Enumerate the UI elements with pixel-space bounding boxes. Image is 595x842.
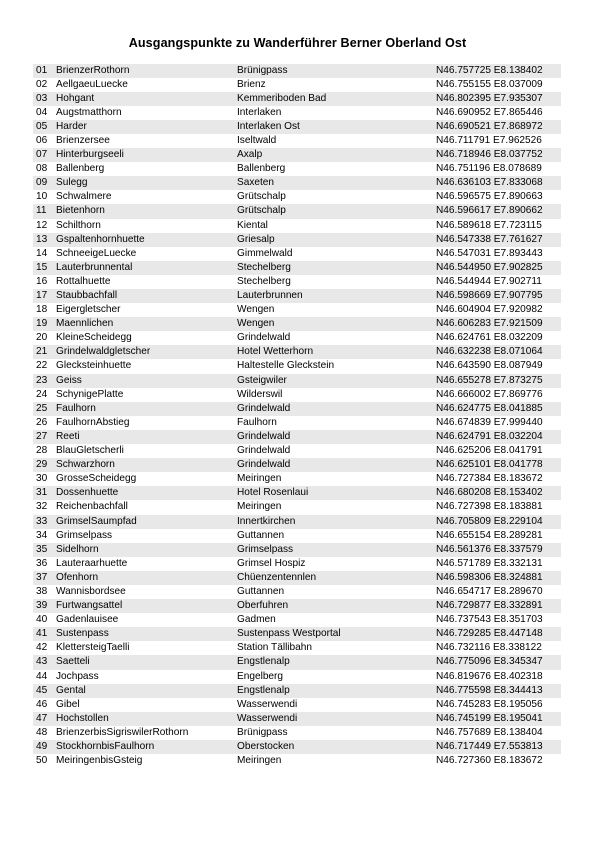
- row-number: 48: [36, 726, 48, 738]
- start-location: Ballenberg: [237, 163, 286, 175]
- route-name: Ofenhorn: [56, 571, 99, 583]
- row-number: 27: [36, 430, 48, 442]
- table-row: [33, 148, 561, 162]
- row-number: 06: [36, 134, 48, 146]
- route-name: Reichenbachfall: [56, 501, 128, 513]
- start-location: Meiringen: [237, 473, 282, 485]
- row-number: 33: [36, 515, 48, 527]
- row-number: 04: [36, 106, 48, 118]
- route-name: FaulhornAbstieg: [56, 416, 130, 428]
- row-number: 03: [36, 92, 48, 104]
- start-location: Iseltwald: [237, 134, 277, 146]
- coordinates: N46.598669 E7.907795: [436, 290, 543, 301]
- coordinates: N46.625101 E8.041778: [436, 459, 543, 471]
- row-number: 41: [36, 628, 48, 640]
- table-row: [33, 345, 561, 359]
- coordinates: N46.643590 E8.087949: [436, 360, 543, 372]
- route-name: Bietenhorn: [56, 205, 105, 217]
- table-row: [33, 162, 561, 176]
- route-name: Schilthorn: [56, 219, 101, 231]
- row-number: 45: [36, 684, 48, 696]
- route-name: BlauGletscherli: [56, 445, 124, 457]
- row-number: 38: [36, 585, 48, 597]
- coordinates: N46.624791 E8.032204: [436, 430, 543, 442]
- table-row: [33, 430, 561, 444]
- table-row: [33, 641, 561, 655]
- table-row: [33, 458, 561, 472]
- table-row: [33, 684, 561, 698]
- route-name: KlettersteigTaelli: [56, 642, 130, 654]
- start-location: Station Tällibahn: [237, 642, 313, 654]
- row-number: 29: [36, 459, 48, 471]
- coordinates: N46.775096 E8.345347: [436, 656, 543, 668]
- route-name: Harder: [56, 120, 87, 132]
- table-row: [33, 106, 561, 120]
- coordinates: N46.604904 E7.920982: [436, 304, 543, 316]
- coordinates: N46.775598 E8.344413: [436, 684, 543, 696]
- coordinates: N46.544944 E7.902711: [436, 275, 542, 287]
- coordinates: N46.729877 E8.332891: [436, 600, 543, 612]
- coordinates: N46.625206 E8.041791: [436, 445, 543, 457]
- table-row: [33, 64, 561, 78]
- coordinates: N46.680208 E8.153402: [436, 487, 543, 499]
- row-number: 05: [36, 120, 48, 132]
- start-location: Interlaken Ost: [237, 120, 300, 132]
- coordinates: N46.727384 E8.183672: [436, 473, 543, 485]
- row-number: 30: [36, 473, 48, 485]
- start-location: Innertkirchen: [237, 515, 296, 527]
- start-location: Gadmen: [237, 614, 276, 626]
- start-location: Chüenzentennlen: [237, 571, 317, 583]
- coordinates: N46.718946 E8.037752: [436, 149, 543, 161]
- coordinates: N46.727360 E8.183672: [436, 755, 543, 767]
- route-name: Glecksteinhuette: [56, 360, 132, 372]
- row-number: 23: [36, 374, 48, 386]
- row-number: 02: [36, 78, 48, 90]
- route-name: Sidelhorn: [56, 543, 99, 555]
- row-number: 10: [36, 191, 48, 203]
- route-name: Sustenpass: [56, 628, 109, 640]
- coordinates: N46.655154 E8.289281: [436, 529, 543, 541]
- row-number: 16: [36, 275, 48, 287]
- coordinates: N46.624775 E8.041885: [436, 402, 543, 414]
- start-location: Grimselpass: [237, 543, 294, 555]
- coordinates: N46.717449 E7.553813: [436, 741, 543, 752]
- row-number: 43: [36, 656, 48, 668]
- coordinates: N46.690521 E7.868972: [436, 120, 543, 132]
- coordinates: N46.571789 E8.332131: [436, 557, 543, 569]
- route-name: Hohgant: [56, 92, 95, 104]
- coordinates: N46.632238 E8.071064: [436, 346, 543, 358]
- table-row: [33, 190, 561, 204]
- row-number: 09: [36, 177, 48, 189]
- table-row: [33, 543, 561, 557]
- row-number: 13: [36, 233, 48, 245]
- row-number: 22: [36, 360, 48, 372]
- table-row: [33, 233, 561, 247]
- row-number: 15: [36, 261, 48, 273]
- coordinates: N46.751196 E8.078689: [436, 163, 542, 175]
- route-name: Lauteraarhuette: [56, 557, 128, 569]
- row-number: 12: [36, 219, 48, 231]
- table-row: [33, 388, 561, 402]
- coordinates: N46.819676 E8.402318: [436, 670, 543, 682]
- coordinates: N46.727398 E8.183881: [436, 501, 543, 513]
- row-number: 01: [36, 64, 48, 76]
- row-number: 14: [36, 247, 48, 259]
- start-location: Meiringen: [237, 755, 282, 767]
- start-location: Brienz: [237, 78, 266, 90]
- row-number: 32: [36, 501, 48, 513]
- route-name: Maennlichen: [56, 318, 114, 330]
- start-location: Engelberg: [237, 670, 284, 682]
- table-row: [33, 416, 561, 430]
- table-row: [33, 585, 561, 599]
- start-location: Grütschalp: [237, 191, 286, 203]
- coordinates: N46.729285 E8.447148: [436, 628, 543, 640]
- route-name: MeiringenbisGsteig: [56, 755, 143, 767]
- route-name: Dossenhuette: [56, 487, 119, 499]
- start-location: Axalp: [237, 149, 263, 161]
- start-location: Sustenpass Westportal: [237, 628, 341, 640]
- coordinates: N46.737543 E8.351703: [436, 614, 543, 626]
- start-location: Guttannen: [237, 585, 285, 597]
- coordinates: N46.745199 E8.195041: [436, 712, 543, 724]
- start-location: Grimsel Hospiz: [237, 557, 306, 569]
- start-location: Wengen: [237, 304, 275, 316]
- table-row: [33, 754, 561, 768]
- start-location: Kemmeriboden Bad: [237, 92, 327, 104]
- coordinates: N46.636103 E7.833068: [436, 177, 543, 189]
- table-row: [33, 303, 561, 317]
- table-row: [33, 317, 561, 331]
- route-name: SchneeigeLuecke: [56, 247, 137, 259]
- route-name: Schwalmere: [56, 191, 112, 203]
- coordinates: N46.732116 E8.338122: [436, 642, 542, 654]
- route-name: SchynigePlatte: [56, 388, 124, 400]
- page-title: Ausgangspunkte zu Wanderführer Berner Oberland Ost: [128, 36, 467, 50]
- route-name: Ballenberg: [56, 163, 105, 175]
- start-location: Gsteigwiler: [237, 374, 287, 386]
- row-number: 49: [36, 741, 48, 752]
- route-name: Gental: [56, 684, 86, 696]
- route-name: Sulegg: [56, 177, 88, 189]
- table-row: [33, 92, 561, 106]
- coordinates: N46.755155 E8.037009: [436, 78, 543, 90]
- row-number: 31: [36, 487, 48, 499]
- start-location: Brünigpass: [237, 726, 288, 738]
- coordinates: N46.674839 E7.999440: [436, 416, 543, 428]
- table-row: [33, 359, 561, 373]
- route-name: Reeti: [56, 430, 80, 442]
- coordinates: N46.655278 E7.873275: [436, 374, 543, 386]
- coordinates: N46.596617 E7.890662: [436, 205, 543, 217]
- route-name: Hinterburgseeli: [56, 149, 124, 161]
- table-row: [33, 402, 561, 416]
- row-number: 18: [36, 304, 48, 316]
- route-name: BrienzerRothorn: [56, 64, 130, 76]
- row-number: 11: [36, 205, 47, 217]
- row-number: 20: [36, 332, 48, 344]
- table-row: [33, 529, 561, 543]
- row-number: 47: [36, 712, 48, 724]
- start-location: Stechelberg: [237, 261, 291, 273]
- row-number: 17: [36, 290, 48, 301]
- row-number: 50: [36, 755, 48, 767]
- row-number: 37: [36, 571, 48, 583]
- row-number: 07: [36, 149, 48, 161]
- route-name: GrimselSaumpfad: [56, 515, 137, 527]
- table-row: [33, 698, 561, 712]
- table-row: [33, 444, 561, 458]
- route-name: Grindelwaldgletscher: [56, 346, 151, 358]
- table-row: [33, 515, 561, 529]
- start-location: Oberfuhren: [237, 600, 289, 612]
- coordinates: N46.802395 E7.935307: [436, 92, 543, 104]
- row-number: 42: [36, 642, 48, 654]
- start-location: Griesalp: [237, 233, 275, 245]
- start-location: Lauterbrunnen: [237, 290, 303, 301]
- row-number: 21: [36, 346, 48, 358]
- route-name: Grimselpass: [56, 529, 113, 541]
- start-location: Saxeten: [237, 177, 275, 189]
- start-location: Kiental: [237, 219, 268, 231]
- table-row: [33, 712, 561, 726]
- table-row: [33, 78, 561, 92]
- table-row: [33, 219, 561, 233]
- table-row: [33, 557, 561, 571]
- start-location: Stechelberg: [237, 275, 291, 287]
- start-location: Grindelwald: [237, 430, 291, 442]
- row-number: 34: [36, 529, 48, 541]
- route-name: GrosseScheidegg: [56, 473, 137, 485]
- start-location: Grindelwald: [237, 332, 291, 344]
- route-name: Faulhorn: [56, 402, 96, 414]
- route-name: StockhornbisFaulhorn: [56, 741, 155, 752]
- start-location: Engstlenalp: [237, 684, 290, 696]
- table-row: [33, 726, 561, 740]
- route-name: Schwarzhorn: [56, 459, 115, 471]
- route-name: Rottalhuette: [56, 275, 111, 287]
- start-location: Hotel Wetterhorn: [237, 346, 314, 358]
- route-name: Geiss: [56, 374, 82, 386]
- table-row: [33, 247, 561, 261]
- route-name: Augstmatthorn: [56, 106, 122, 118]
- route-name: Brienzersee: [56, 134, 110, 146]
- coordinates: N46.654717 E8.289670: [436, 585, 543, 597]
- table-row: [33, 613, 561, 627]
- row-number: 44: [36, 670, 48, 682]
- coordinates: N46.666002 E7.869776: [436, 388, 543, 400]
- start-location: Interlaken: [237, 106, 282, 118]
- row-number: 46: [36, 698, 48, 710]
- route-name: Hochstollen: [56, 712, 109, 724]
- start-location: Wasserwendi: [237, 698, 298, 710]
- route-name: Gibel: [56, 698, 80, 710]
- table-row: [33, 374, 561, 388]
- table-row: [33, 571, 561, 585]
- start-location: Wilderswil: [237, 388, 283, 400]
- table-row: [33, 289, 561, 303]
- route-name: Wannisbordsee: [56, 585, 126, 597]
- row-number: 08: [36, 163, 48, 175]
- table-row: [33, 599, 561, 613]
- row-number: 26: [36, 416, 48, 428]
- start-location: Gimmelwald: [237, 247, 293, 259]
- row-number: 25: [36, 402, 48, 414]
- coordinates: N46.561376 E8.337579: [436, 543, 543, 555]
- start-location: Grindelwald: [237, 402, 291, 414]
- start-location: Grütschalp: [237, 205, 286, 217]
- start-location: Grindelwald: [237, 445, 291, 457]
- start-location: Guttannen: [237, 529, 285, 541]
- start-location: Grindelwald: [237, 459, 291, 471]
- route-name: BrienzerbisSigriswilerRothorn: [56, 726, 189, 738]
- coordinates: N46.705809 E8.229104: [436, 515, 543, 527]
- table-row: [33, 500, 561, 514]
- table-row: [33, 331, 561, 345]
- coordinates: N46.547338 E7.761627: [436, 233, 543, 245]
- coordinates: N46.544950 E7.902825: [436, 261, 543, 273]
- table-row: [33, 655, 561, 669]
- route-name: Staubbachfall: [56, 290, 118, 301]
- start-location: Faulhorn: [237, 416, 277, 428]
- coordinates: N46.757689 E8.138404: [436, 726, 543, 738]
- start-location: Wengen: [237, 318, 275, 330]
- coordinates: N46.589618 E7.723115: [436, 219, 542, 231]
- start-location: Hotel Rosenlaui: [237, 487, 309, 499]
- table-row: [33, 120, 561, 134]
- coordinates: N46.606283 E7.921509: [436, 318, 543, 330]
- coordinates: N46.711791 E7.962526: [436, 134, 542, 146]
- table-row: [33, 176, 561, 190]
- row-number: 40: [36, 614, 48, 626]
- table-row: [33, 275, 561, 289]
- start-location: Oberstocken: [237, 741, 295, 752]
- starting-points-table: [33, 64, 561, 769]
- row-number: 35: [36, 543, 48, 555]
- coordinates: N46.596575 E7.890663: [436, 191, 543, 203]
- table-row: [33, 740, 561, 754]
- start-location: Meiringen: [237, 501, 282, 513]
- coordinates: N46.745283 E8.195056: [436, 698, 543, 710]
- row-number: 24: [36, 388, 48, 400]
- table-row: [33, 134, 561, 148]
- table-row: [33, 261, 561, 275]
- table-row: [33, 472, 561, 486]
- table-row: [33, 627, 561, 641]
- row-number: 19: [36, 318, 48, 330]
- start-location: Brünigpass: [237, 64, 288, 76]
- table-row: [33, 486, 561, 500]
- coordinates: N46.547031 E7.893443: [436, 247, 543, 259]
- coordinates: N46.624761 E8.032209: [436, 332, 543, 344]
- row-number: 28: [36, 445, 48, 457]
- route-name: KleineScheidegg: [56, 332, 132, 344]
- start-location: Wasserwendi: [237, 712, 298, 724]
- route-name: Furtwangsattel: [56, 600, 123, 612]
- row-number: 36: [36, 557, 48, 569]
- coordinates: N46.598306 E8.324881: [436, 571, 543, 583]
- route-name: Lauterbrunnental: [56, 261, 133, 273]
- coordinates: N46.757725 E8.138402: [436, 64, 543, 76]
- route-name: Jochpass: [56, 670, 99, 682]
- route-name: Eigergletscher: [56, 304, 121, 316]
- route-name: Saetteli: [56, 656, 90, 668]
- start-location: Engstlenalp: [237, 656, 290, 668]
- coordinates: N46.690952 E7.865446: [436, 106, 543, 118]
- route-name: AellgaeuLuecke: [56, 78, 128, 90]
- row-number: 39: [36, 600, 48, 612]
- route-name: Gadenlauisee: [56, 614, 119, 626]
- table-row: [33, 670, 561, 684]
- start-location: Haltestelle Gleckstein: [237, 360, 335, 372]
- table-row: [33, 204, 561, 218]
- route-name: Gspaltenhornhuette: [56, 233, 145, 245]
